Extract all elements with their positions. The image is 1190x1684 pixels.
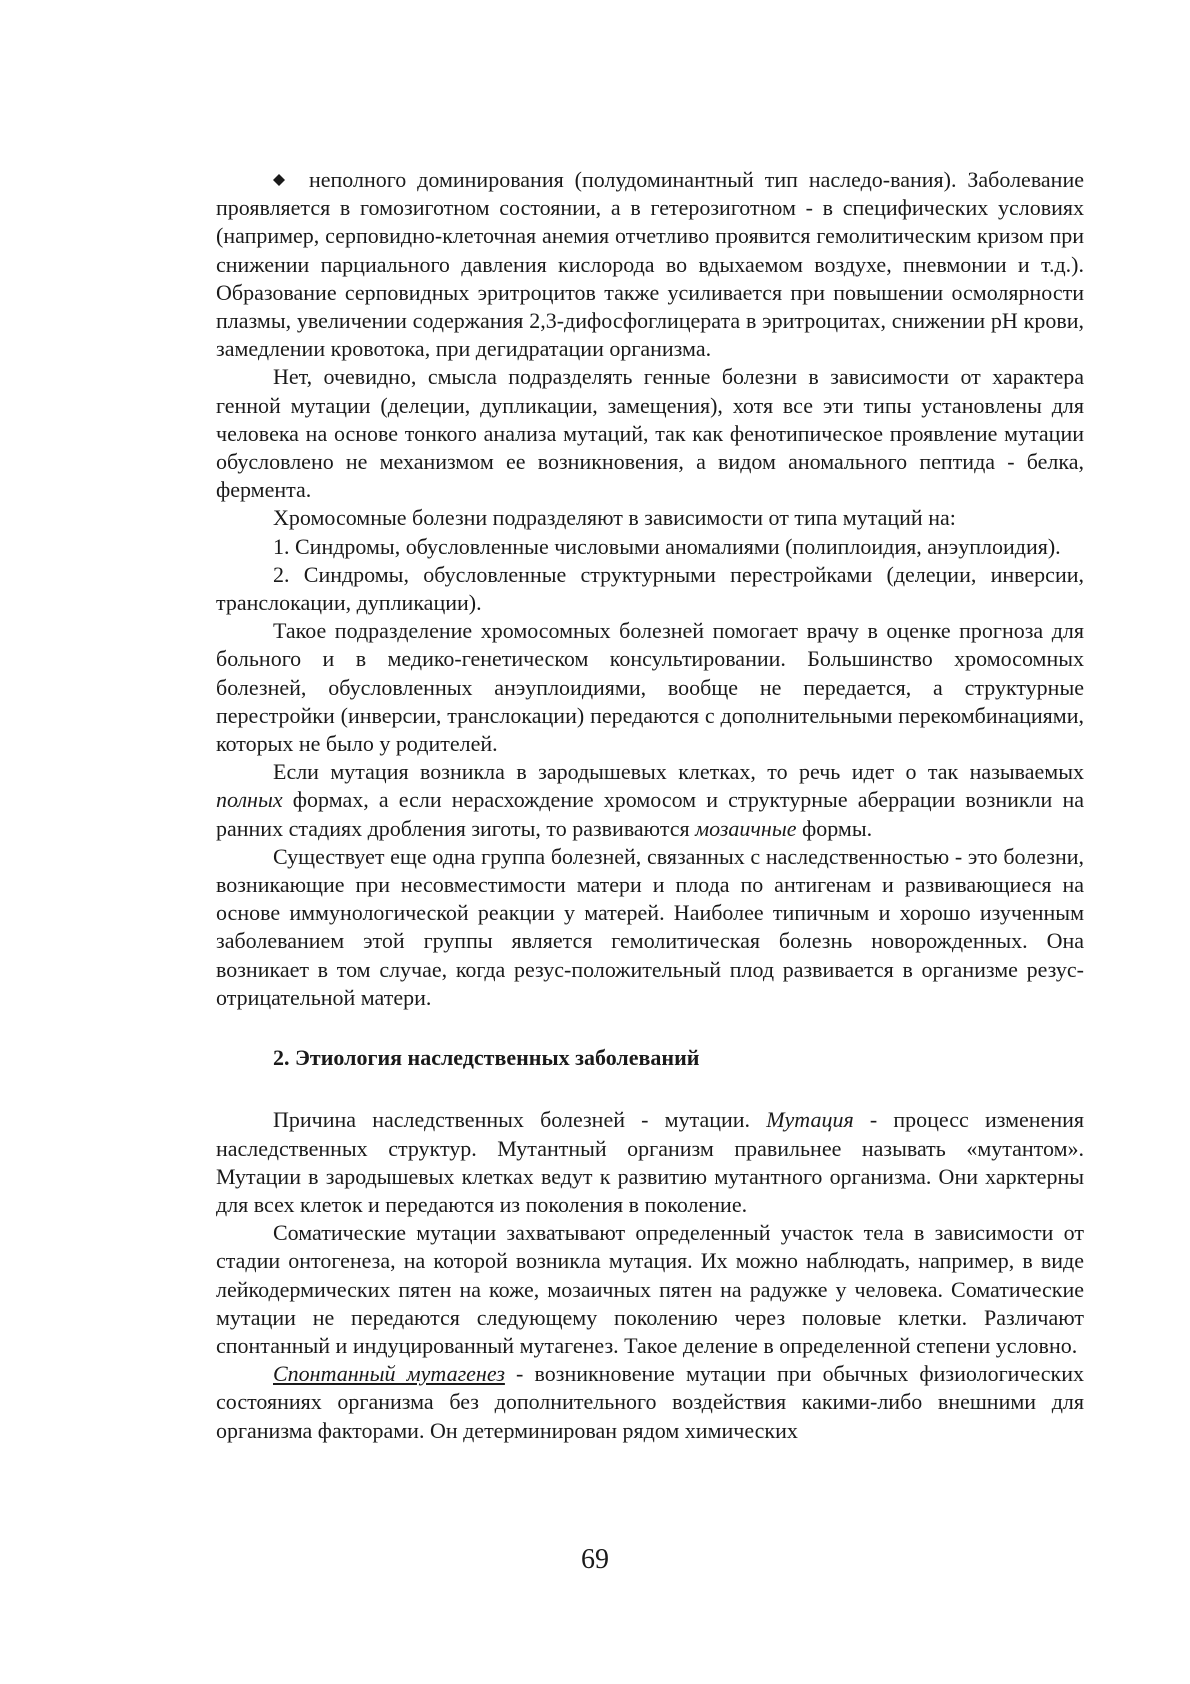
- paragraph-text: неполного доминирования (полудоминантный тип наследо-вания). Заболевание проявляется в гомозиготном состоянии, а в гетерозиготном - в специфических условиях (например, серповидно-клеточная анемия отчетливо проявится гемолитическим кризом при снижении парциального давления кислорода во вдыхаемом воздухе, пневмонии и т.д.). Образование серповидных эритроцитов также усиливается при повышении осмолярности плазмы, увеличении содержания 2,3-дифосфоглицерата в эритроцитах, снижении pH крови, замедлении кровотока, при дегидратации организма.: [216, 167, 1084, 362]
- page-number: 69: [581, 1544, 609, 1575]
- underlined-term-spontaneous: Спонтанный мутагенез: [273, 1361, 505, 1387]
- text-segment: Если мутация возникла в зародышевых клетках, то речь идет о так называемых: [273, 759, 1084, 785]
- text-segment: формах, а если нерасхождение хромосом и структурные аберрации возникли на ранних стадиях дробления зиготы, то развиваются: [216, 787, 1084, 841]
- text-segment: - процесс изменения наследственных структур. Мутантный организм правильнее называть «мутантом». Мутации в зародышевых клетках ведут к развитию мутантного организма. Они харктерны для всех клеток и передаются из поколения в поколение.: [216, 1107, 1084, 1217]
- paragraph-gene-diseases: Нет, очевидно, смысла подразделять генные болезни в зависимости от характера генной мутации (делеции, дупликации, замещения), хотя все эти типы установлены для человека на основе тонкого анализа мутаций, так как фенотипическое проявление мутации обусловлено не механизмом ее возникновения, а видом аномального пептида - белка, фермента.: [216, 364, 1084, 503]
- italic-term-mosaic: мозаичные: [695, 815, 797, 841]
- body-text: [216, 166, 1084, 1445]
- paragraph-complete-mosaic-forms: [216, 758, 1084, 843]
- list-item-numerical-anomalies: 1. Синдромы, обусловленные числовыми аномалиями (полиплоидия, анэуплоидия).: [273, 533, 1061, 559]
- paragraph-prognosis: Такое подразделение хромосомных болезней помогает врачу в оценке прогноза для больного и в медико-генетическом консультировании. Большинство хромосомных болезней, обусловленных анэуплоидиями, вообще не передается, а структурные перестройки (инверсии, транслокации) передаются с дополнительными перекомбинациями, которых не было у родителей.: [216, 618, 1084, 757]
- section-heading: 2. Этиология наследственных заболеваний: [273, 1045, 700, 1071]
- text-segment: Причина наследственных болезней - мутации.: [273, 1107, 767, 1133]
- paragraph-mutation-definition: [216, 1106, 1084, 1219]
- paragraph-incomplete-dominance: [216, 166, 1084, 363]
- text-segment: формы.: [796, 815, 873, 841]
- paragraph-somatic-mutations: Соматические мутации захватывают определенный участок тела в зависимости от стадии онтогенеза, на которой возникла мутация. Их можно наблюдать, например, в виде лейкодермических пятен на коже, мозаичных пятен на радужке у человека. Соматические мутации не передаются следующему поколению через половые клетки. Различают спонтанный и индуцированный мутагенез. Такое деление в определенной степени условно.: [216, 1220, 1084, 1358]
- paragraph-chromosomal-classification: Хромосомные болезни подразделяют в зависимости от типа мутаций на:: [273, 505, 956, 531]
- italic-term-complete: полных: [216, 787, 283, 813]
- paragraph-immunological: Существует еще одна группа болезней, связанных с наследственностью - это болезни, возникающие при несовместимости матери и плода по антигенам и развивающиеся на основе иммунологической реакции у матерей. Наиболее типичным и хорошо изученным заболеванием этой группы является гемолитическая болезнь новорожденных. Она возникает в том случае, когда резус-положительный плод развивается в организме резус-отрицательной матери.: [216, 843, 1084, 1010]
- paragraph-spontaneous-mutagenesis: [216, 1360, 1084, 1445]
- italic-term-mutation: Мутация: [766, 1107, 854, 1133]
- diamond-bullet-icon: [273, 174, 285, 186]
- text-segment: - возникновение мутации при обычных физиологических состояниях организма без дополнительного воздействия какими-либо внешними для организма факторами. Он детерминирован рядом химических: [216, 1361, 1084, 1443]
- list-item-structural-rearrangements: 2. Синдромы, обусловленные структурными перестройками (делеции, инверсии, транслокации, дупликации).: [216, 561, 1084, 616]
